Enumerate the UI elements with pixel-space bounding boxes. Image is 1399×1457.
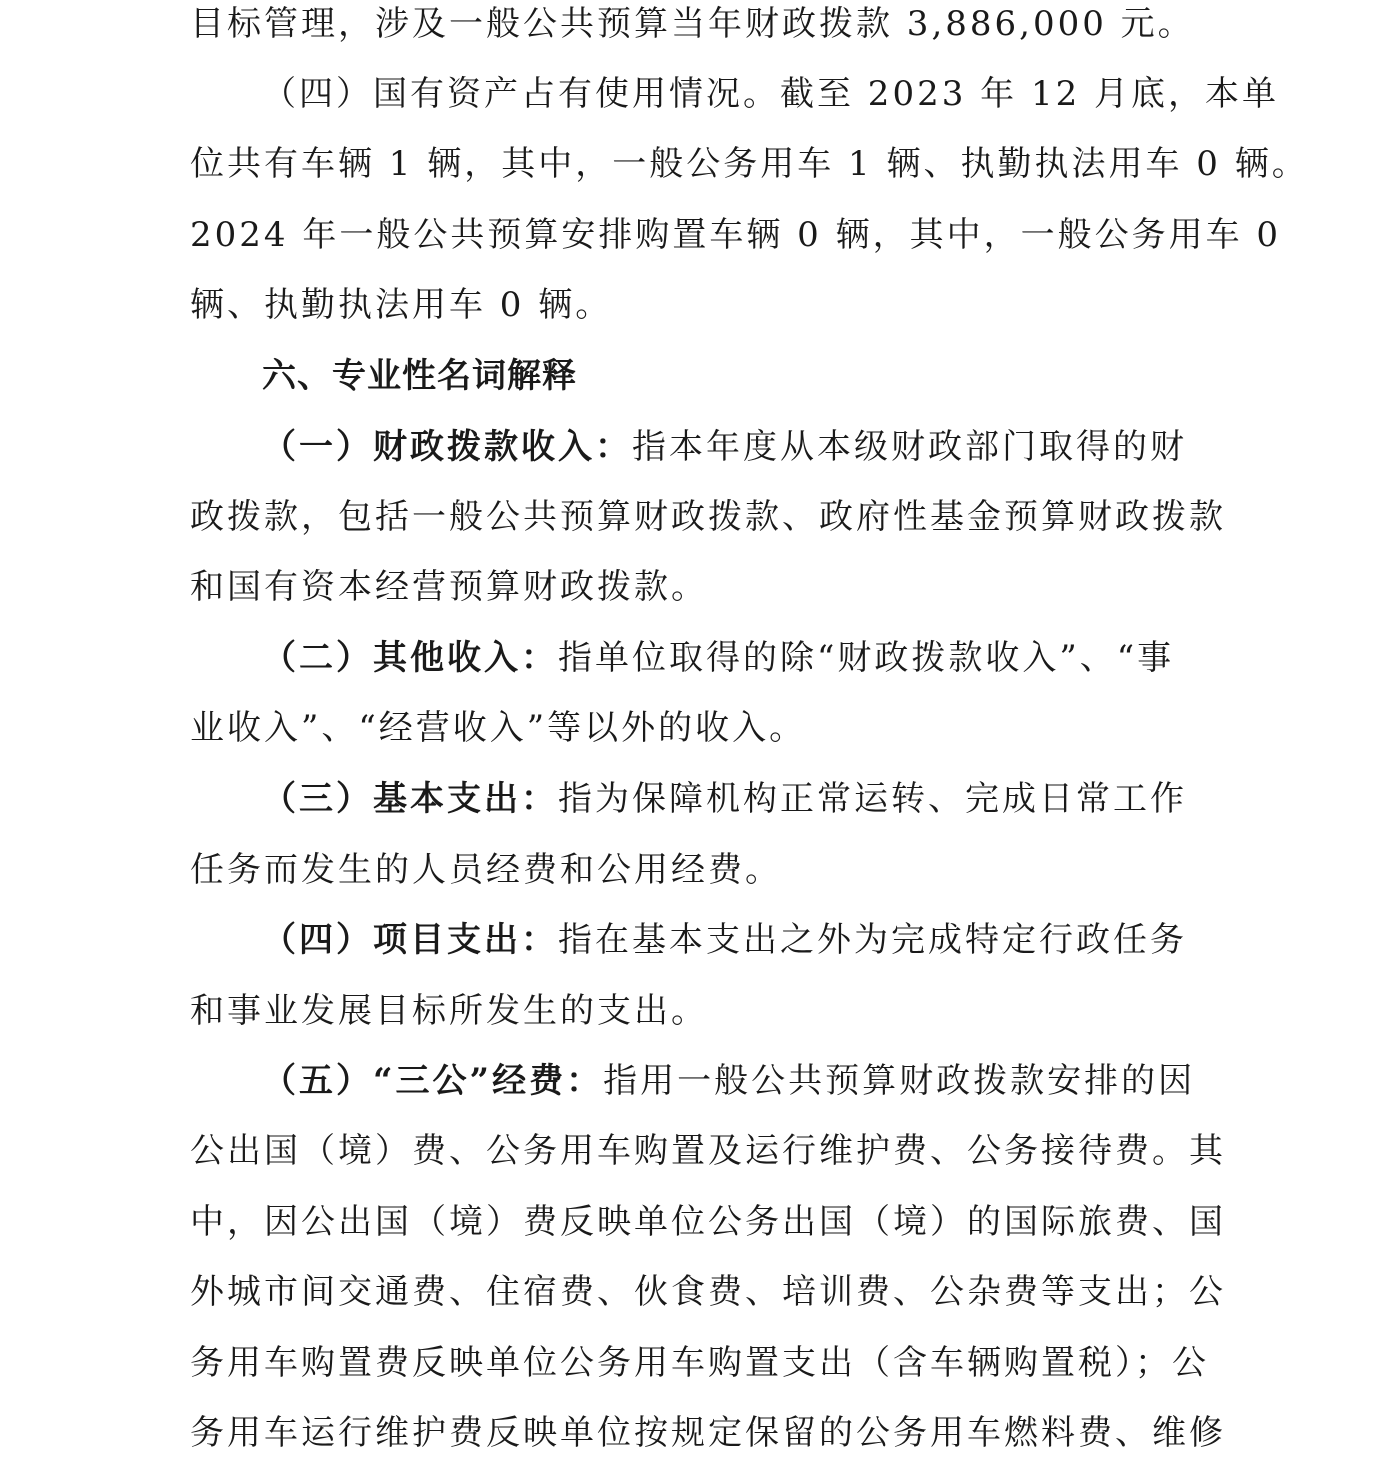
paragraph-line: 2024 年一般公共预算安排购置车辆 0 辆，其中，一般公务用车 0	[190, 215, 1282, 255]
term-definition-line	[262, 638, 1174, 678]
section-heading: 六、专业性名词解释	[262, 356, 577, 396]
term-definition-line	[262, 779, 1187, 819]
paragraph-line: 和国有资本经营预算财政拨款。	[190, 567, 708, 607]
term-text: 指在基本支出之外为完成特定行政任务	[558, 920, 1187, 960]
term-label: （二）其他收入：	[262, 638, 558, 678]
term-text: 指本年度从本级财政部门取得的财	[632, 427, 1187, 467]
paragraph-line: 辆、执勤执法用车 0 辆。	[190, 285, 613, 325]
paragraph-line: 政拨款，包括一般公共预算财政拨款、政府性基金预算财政拨款	[190, 497, 1226, 537]
term-definition-line	[262, 427, 1187, 467]
paragraph-line: 任务而发生的人员经费和公用经费。	[190, 850, 782, 890]
term-label: （一）财政拨款收入：	[262, 427, 632, 467]
term-definition-line	[262, 1061, 1195, 1101]
paragraph-line: 务用车运行维护费反映单位按规定保留的公务用车燃料费、维修	[190, 1413, 1226, 1453]
term-definition-line	[262, 920, 1187, 960]
paragraph-line: 务用车购置费反映单位公务用车购置支出（含车辆购置税）；公	[190, 1343, 1209, 1383]
paragraph-line: 业收入”、“经营收入”等以外的收入。	[190, 708, 807, 748]
paragraph-line: 外城市间交通费、住宿费、伙食费、培训费、公杂费等支出；公	[190, 1272, 1226, 1312]
paragraph-line: 目标管理，涉及一般公共预算当年财政拨款 3,886,000 元。	[190, 4, 1195, 44]
paragraph-line: 位共有车辆 1 辆，其中，一般公务用车 1 辆、执勤执法用车 0 辆。	[190, 144, 1309, 184]
paragraph-line: （四）国有资产占有使用情况。截至 2023 年 12 月底，本单	[262, 74, 1280, 114]
term-label: （四）项目支出：	[262, 920, 558, 960]
paragraph-line: 中，因公出国（境）费反映单位公务出国（境）的国际旅费、国	[190, 1202, 1226, 1242]
term-label: （五）“三公”经费：	[262, 1061, 604, 1101]
term-text: 指单位取得的除“财政拨款收入”、“事	[558, 638, 1175, 678]
paragraph-line: 和事业发展目标所发生的支出。	[190, 991, 708, 1031]
term-label: （三）基本支出：	[262, 779, 558, 819]
term-text: 指用一般公共预算财政拨款安排的因	[603, 1061, 1196, 1101]
paragraph-line: 公出国（境）费、公务用车购置及运行维护费、公务接待费。其	[190, 1131, 1226, 1171]
term-text: 指为保障机构正常运转、完成日常工作	[558, 779, 1187, 819]
